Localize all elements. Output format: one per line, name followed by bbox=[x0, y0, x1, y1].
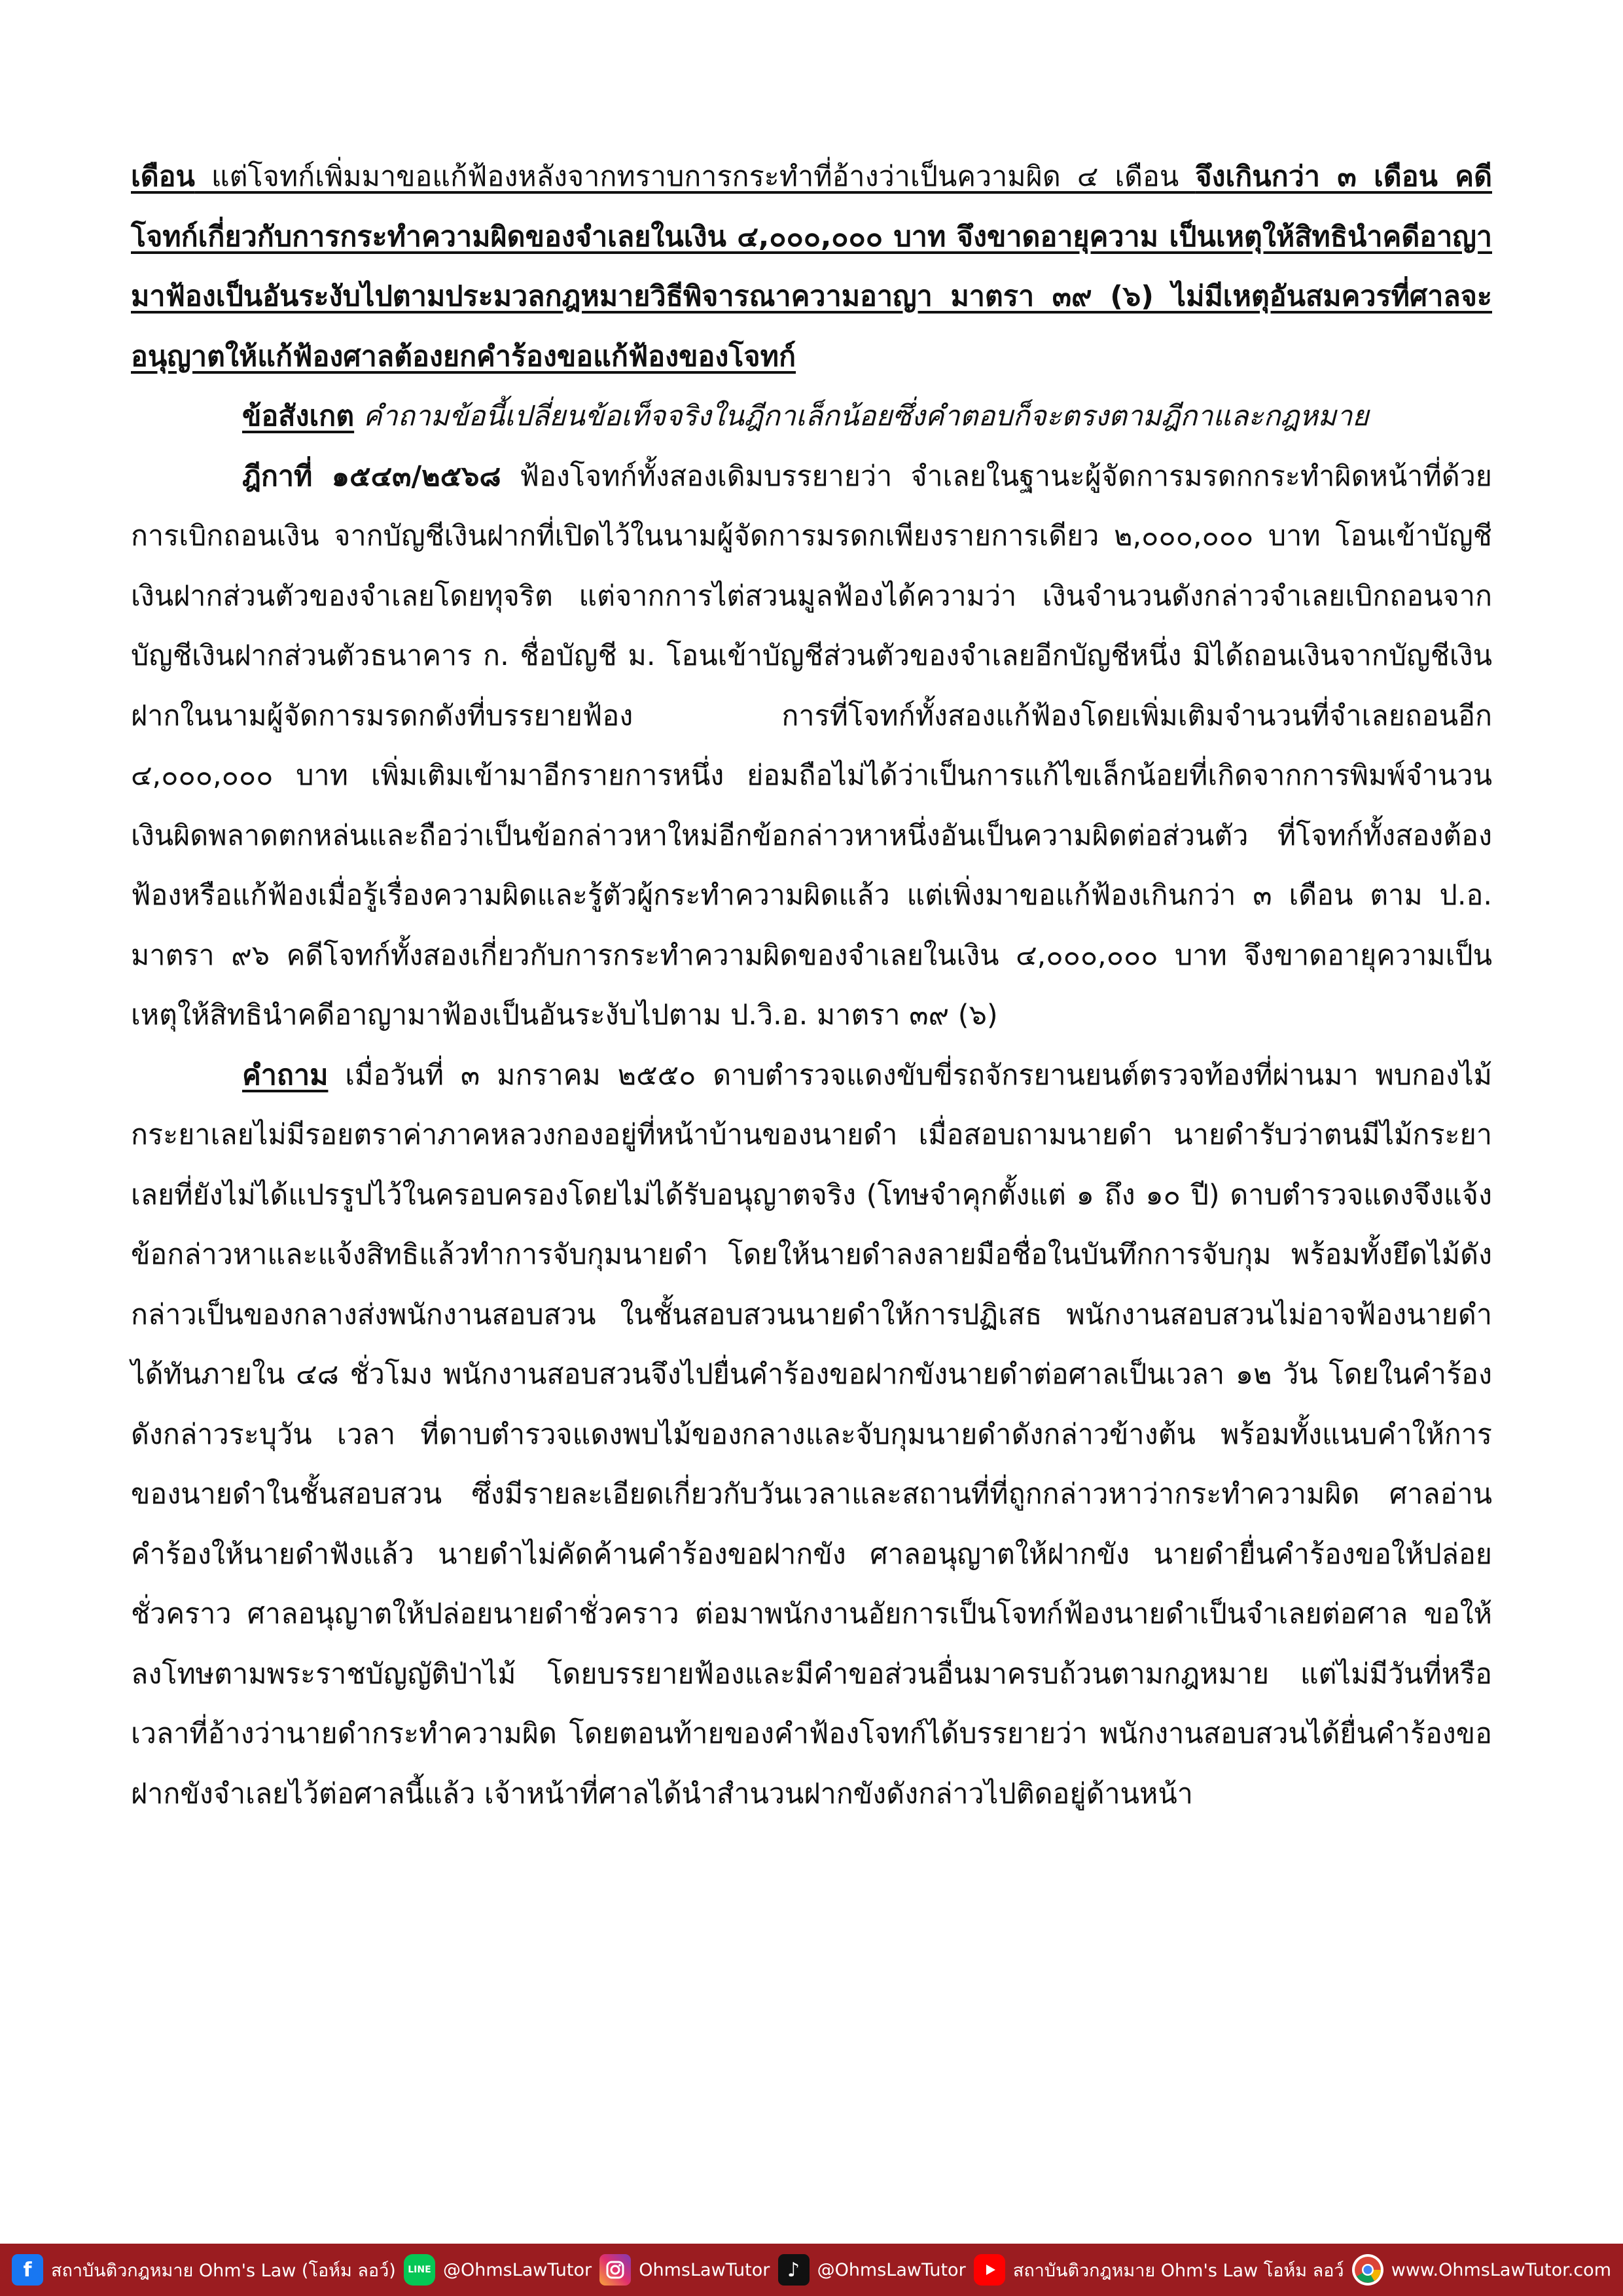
footer-website-link[interactable] bbox=[1352, 2254, 1611, 2286]
footer-tiktok-link[interactable] bbox=[778, 2254, 966, 2286]
answer-text-1: เดือน bbox=[131, 160, 195, 193]
footer-instagram-text: OhmsLawTutor bbox=[639, 2259, 770, 2280]
footer-instagram-link[interactable] bbox=[599, 2254, 770, 2286]
paragraph-supreme-court-ruling bbox=[131, 447, 1492, 1046]
document-body bbox=[131, 147, 1492, 1824]
paragraph-answer-conclusion bbox=[131, 147, 1492, 387]
question-label: คำถาม bbox=[242, 1058, 329, 1092]
footer-youtube-text: สถาบันติวกฎหมาย Ohm's Law โอห์ม ลอว์ bbox=[1012, 2260, 1344, 2281]
footer-youtube-link[interactable] bbox=[974, 2254, 1344, 2286]
footer-line-text: @OhmsLawTutor bbox=[442, 2259, 592, 2280]
tiktok-icon: ♪ bbox=[778, 2254, 810, 2286]
footer-website-text: www.OhmsLawTutor.com bbox=[1391, 2259, 1611, 2280]
paragraph-observation bbox=[131, 387, 1492, 447]
question-text: เมื่อวันที่ ๓ มกราคม ๒๕๕๐ ดาบตำรวจแดงขับขี่รถจักรยานยนต์ตรวจท้องที่ผ่านมา พบกองไม้กระยาเลยไม่มีรอยตราค่าภาคหลวงกองอยู่ที่หน้าบ้านของนายดำ เมื่อสอบถามนายดำ นายดำรับว่าตนมีไม้กระยาเลยที่ยังไม่ได้แปรรูปไว้ในครอบครองโดยไม่ได้รับอนุญาตจริง (โทษจำคุกตั้งแต่ ๑ ถึง ๑๐ ปี) ดาบตำรวจแดงจึงแจ้งข้อกล่าวหาและแจ้งสิทธิแล้วทำการจับกุมนายดำ โดยให้นายดำลงลายมือชื่อในบันทึกการจับกุม พร้อมทั้งยึดไม้ดังกล่าวเป็นของกลางส่งพนักงานสอบสวน ในชั้นสอบสวนนายดำให้การปฏิเสธ พนักงานสอบสวนไม่อาจฟ้องนายดำได้ทันภายใน ๔๘ ชั่วโมง พนักงานสอบสวนจึงไปยื่นคำร้องขอฝากขังนายดำต่อศาลเป็นเวลา ๑๒ วัน โดยในคำร้องดังกล่าวระบุวัน เวลา ที่ดาบตำรวจแดงพบไม้ของกลางและจับกุมนายดำดังกล่าวข้างต้น พร้อมทั้งแนบคำให้การของนายดำในชั้นสอบสวน ซึ่งมีรายละเอียดเกี่ยวกับวันเวลาและสถานที่ที่ถูกกล่าวหาว่ากระทำความผิด ศาลอ่านคำร้องให้นายดำฟังแล้ว นายดำไม่คัดค้านคำร้องขอฝากขัง ศาลอนุญาตให้ฝากขัง นายดำยื่นคำร้องขอให้ปล่อยชั่วคราว ศาลอนุญาตให้ปล่อยนายดำชั่วคราว ต่อมาพนักงานอัยการเป็นโจทก์ฟ้องนายดำเป็นจำเลยต่อศาล ขอให้ลงโทษตามพระราชบัญญัติป่าไม้ โดยบรรยายฟ้องและมีคำขอส่วนอื่นมาครบถ้วนตามกฎหมาย แต่ไม่มีวันที่หรือเวลาที่อ้างว่านายดำกระทำความผิด โดยตอนท้ายของคำฟ้องโจทก์ได้บรรยายว่า พนักงานสอบสวนได้ยื่นคำร้องขอฝากขังจำเลยไว้ต่อศาลนี้แล้ว เจ้าหน้าที่ศาลได้นำสำนวนฝากขังดังกล่าวไปติดอยู่ด้านหน้า bbox=[131, 1058, 1492, 1810]
footer-line-link[interactable] bbox=[404, 2254, 592, 2286]
answer-text-2: แต่โจทก์เพิ่มมาขอแก้ฟ้องหลังจากทราบการกระทำที่อ้างว่าเป็นความผิด ๔ เดือน bbox=[194, 160, 1196, 193]
ruling-text: ฟ้องโจทก์ทั้งสองเดิมบรรยายว่า จำเลยในฐานะผู้จัดการมรดกกระทำผิดหน้าที่ด้วยการเบิกถอนเงิน จากบัญชีเงินฝากที่เปิดไว้ในนามผู้จัดการมรดกเพียงรายการเดียว ๒,๐๐๐,๐๐๐ บาท โอนเข้าบัญชีเงินฝากส่วนตัวของจำเลยโดยทุจริต แต่จากการไต่สวนมูลฟ้องได้ความว่า เงินจำนวนดังกล่าวจำเลยเบิกถอนจากบัญชีเงินฝากส่วนตัวธนาคาร ก. ชื่อบัญชี ม. โอนเข้าบัญชีส่วนตัวของจำเลยอีกบัญชีหนึ่ง มิได้ถอนเงินจากบัญชีเงินฝากในนามผู้จัดการมรดกดังที่บรรยายฟ้อง การที่โจทก์ทั้งสองแก้ฟ้องโดยเพิ่มเติมจำนวนที่จำเลยถอนอีก ๔,๐๐๐,๐๐๐ บาท เพิ่มเติมเข้ามาอีกรายการหนึ่ง ย่อมถือไม่ได้ว่าเป็นการแก้ไขเล็กน้อยที่เกิดจากการพิมพ์จำนวนเงินผิดพลาดตกหล่นและถือว่าเป็นข้อกล่าวหาใหม่อีกข้อกล่าวหาหนึ่งอันเป็นความผิดต่อส่วนตัว ที่โจทก์ทั้งสองต้องฟ้องหรือแก้ฟ้องเมื่อรู้เรื่องความผิดและรู้ตัวผู้กระทำความผิดแล้ว แต่เพิ่งมาขอแก้ฟ้องเกินกว่า ๓ เดือน ตาม ป.อ. มาตรา ๙๖ คดีโจทก์ทั้งสองเกี่ยวกับการกระทำความผิดของจำเลยในเงิน ๔,๐๐๐,๐๐๐ บาท จึงขาดอายุความเป็นเหตุให้สิทธินำคดีอาญามาฟ้องเป็นอันระงับไปตาม ป.วิ.อ. มาตรา ๓๙ (๖) bbox=[131, 459, 1492, 1031]
chrome-icon bbox=[1352, 2254, 1383, 2286]
answer-text-3: จึงเกินกว่า ๓ เดือน คดีโจทก์เกี่ยวกับการกระทำความผิดของจำเลยในเงิน ๔,๐๐๐,๐๐๐ บาท จึงขาดอายุความ เป็นเหตุให้สิทธินำคดีอาญามาฟ้องเป็นอันระงับไปตามประมวลกฎหมายวิธีพิจารณาความอาญา มาตรา ๓๙ (๖) ไม่มีเหตุอันสมควรที่ศาลจะอนุญาตให้แก้ฟ้องศาลต้องยกคำร้องขอแก้ฟ้องของโจทก์ bbox=[131, 160, 1492, 373]
observation-text: คำถามข้อนี้เปลี่ยนข้อเท็จจริงในฎีกาเล็กน้อยซึ่งคำตอบก็จะตรงตามฎีกาและกฎหมาย bbox=[354, 400, 1369, 433]
footer-facebook-link[interactable] bbox=[12, 2254, 396, 2286]
observation-label: ข้อสังเกต bbox=[242, 400, 355, 433]
instagram-icon bbox=[599, 2254, 631, 2286]
paragraph-question bbox=[131, 1046, 1492, 1825]
footer-bar bbox=[0, 2244, 1623, 2296]
ruling-label: ฎีกาที่ ๑๕๔๓/๒๕๖๘ bbox=[242, 459, 501, 493]
facebook-icon: f bbox=[12, 2254, 43, 2286]
footer-tiktok-text: @OhmsLawTutor bbox=[817, 2259, 966, 2280]
footer-facebook-text: สถาบันติวกฎหมาย Ohm's Law (โอห์ม ลอว์) bbox=[51, 2260, 396, 2281]
youtube-icon bbox=[974, 2254, 1005, 2286]
line-icon: LINE bbox=[404, 2254, 435, 2286]
